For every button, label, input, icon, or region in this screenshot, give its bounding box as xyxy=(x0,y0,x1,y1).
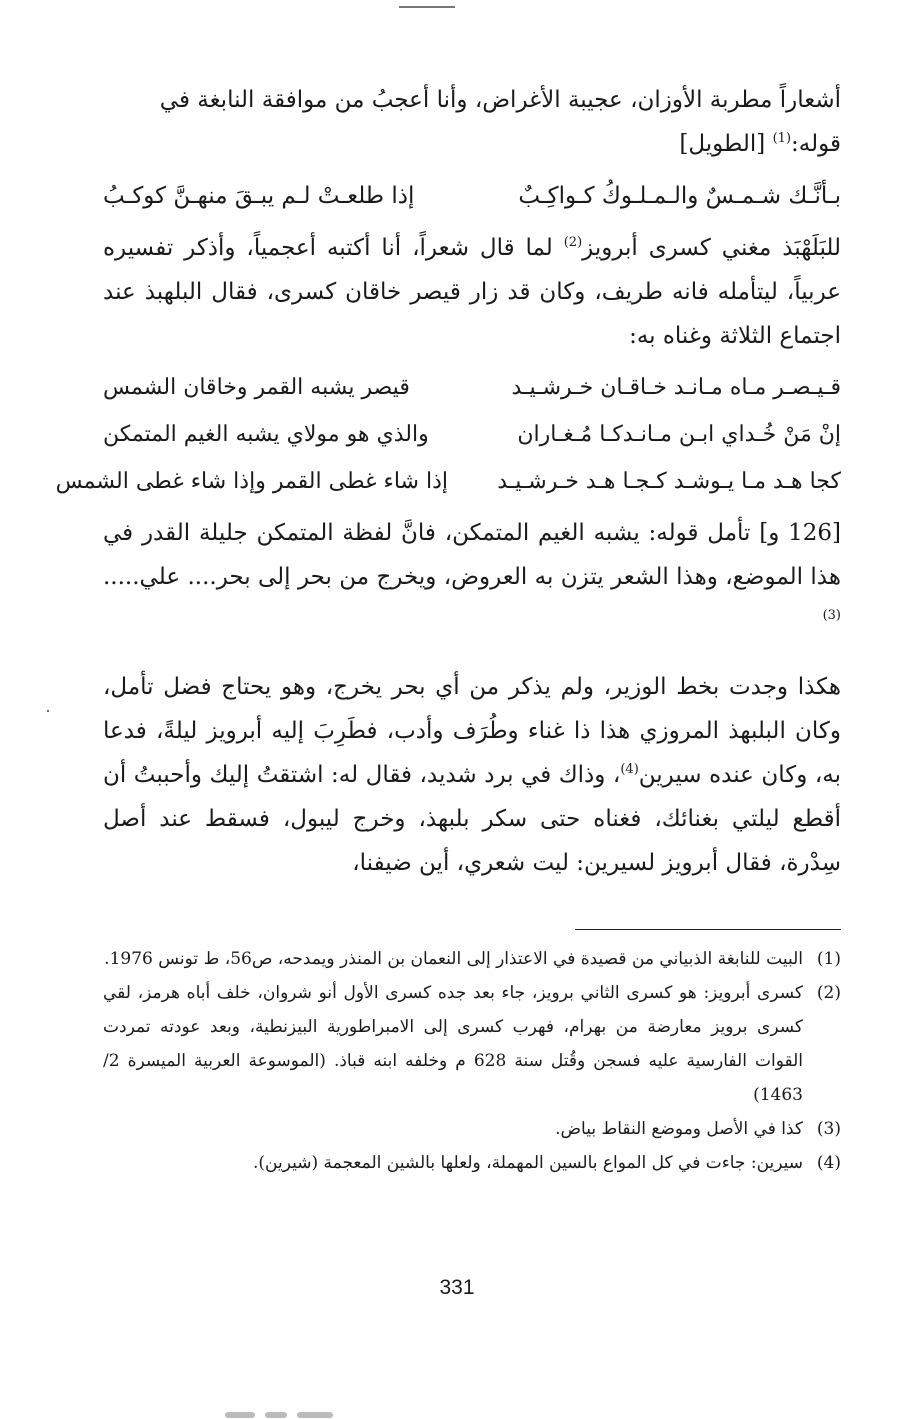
top-mark xyxy=(399,6,455,8)
arabic-translation: إذا شاء غطى القمر وإذا شاء غطى الشمس xyxy=(55,469,448,494)
footnote-ref-4[interactable]: (4) xyxy=(620,762,639,777)
paragraph-commentary xyxy=(103,511,841,643)
paragraph-balhabadh xyxy=(103,226,841,358)
paragraph-intro xyxy=(103,78,841,166)
verse-line xyxy=(103,174,841,218)
persian-verse-table xyxy=(55,364,841,505)
main-text xyxy=(55,78,842,885)
page-number: 331 xyxy=(439,1276,475,1299)
paragraph-story-text-b: ، وذاك في برد شديد، فقال له: اشتقتُ إليك وأحببتُ أن أقطع ليلتي بغنائك، فغناه حتى سكر بلبهذ، وخرج ليبول، فسقط عند أصل سِدْرة، فقال أبرويز لسيرين: ليت شعري، أين ضيفنا، xyxy=(103,762,841,876)
paragraph-story-text-a: هكذا وجدت بخط الوزير، ولم يذكر من أي بحر يخرج، وهو يحتاج فضل تأمل، وكان البلبهذ المروزي هذا ذا غناء وطُرَف وأدب، فطَرِبَ إليه أبرويز ليلةً، فدعا به، وكان عنده سيرين xyxy=(103,674,841,788)
footnote-text: البيت للنابغة الذبياني من قصيدة في الاعتذار إلى النعمان بن المنذر ويمدحه، ص56، ط تونس 1976. xyxy=(104,949,803,969)
persian-verse-row xyxy=(103,364,841,411)
arabic-translation: قيصر يشبه القمر وخاقان الشمس xyxy=(103,375,410,400)
persian-verse-row xyxy=(103,411,841,458)
footnote-number: (3) xyxy=(816,1119,841,1139)
footnote-number: (4) xyxy=(816,1153,841,1173)
paragraph-intro-qawlihi: قوله: xyxy=(791,131,841,157)
paragraph-gap xyxy=(103,643,841,665)
persian-original: كجا هـد مـا يـوشـد كـجـا هـد خـرشـيـد xyxy=(497,469,841,494)
footnote xyxy=(103,942,841,976)
footnote xyxy=(103,1146,841,1180)
footnote-ref-2[interactable]: (2) xyxy=(563,235,583,250)
scan-artifact xyxy=(225,1410,350,1419)
footnote-ref-3[interactable]: (3) xyxy=(822,608,841,623)
verse-second-hemistich: إذا طلعـتْ لـم يبـقَ منهـنَّ كوكـبُ xyxy=(103,183,415,209)
arabic-translation: والذي هو مولاي يشبه الغيم المتمكن xyxy=(103,422,429,447)
paragraph-commentary-text: [126 و] تأمل قوله: يشبه الغيم المتمكن، فانَّ لفظة المتمكن جليلة القدر في هذا الموضع، وهذا الشعر يتزن به العروض، ويخرج من بحر إلى بحر.... علي..... xyxy=(103,520,841,590)
footnote-number: (2) xyxy=(816,983,841,1003)
footnote-separator xyxy=(575,929,841,930)
footnote-text: كسرى أبرويز: هو كسرى الثاني برويز، جاء بعد جده كسرى الأول أنو شروان، خلف أباه هرمز، لقي كسرى برويز معارضة من بهرام، فهرب كسرى إلى الامبراطورية البيزنطية، وبعد عودته تمردت القوات الفارسية عليه فسجن وقُتل سنة 628 م وخلفه ابنه قباذ. (الموسوعة العربية الميسرة 2/ 1463) xyxy=(103,983,803,1105)
footnote-text: سيرين: جاءت في كل المواع بالسين المهملة، ولعلها بالشين المعجمة (شيرين). xyxy=(253,1153,803,1173)
footnotes xyxy=(103,942,841,1180)
footnote-text: كذا في الأصل وموضع النقاط بياض. xyxy=(555,1119,803,1139)
verse-first-hemistich: بـأنَّـك شـمـسٌ والـمـلـوكُ كـواكِـبٌ xyxy=(518,183,841,209)
paragraph-story xyxy=(103,665,841,885)
margin-dot xyxy=(47,710,49,712)
footnote-number: (1) xyxy=(816,949,841,969)
footnote xyxy=(103,1112,841,1146)
meter-label: [الطويل] xyxy=(679,131,773,157)
persian-original: قـيـصـر مـاه مـانـد خـاقـان خـرشـيـد xyxy=(511,375,841,400)
paragraph-balhabadh-text-a: للبَلَهْبَذ مغني كسرى أبرويز xyxy=(582,235,842,261)
footnote xyxy=(103,976,841,1112)
footnote-ref-1[interactable]: (1) xyxy=(772,131,792,146)
persian-original: إنْ مَنْ خُـداي ابـن مـانـدكـا مُـغـاران xyxy=(517,422,841,447)
persian-verse-row xyxy=(55,458,841,505)
paragraph-intro-text: أشعاراً مطربة الأوزان، عجيبة الأغراض، وأنا أعجبُ من موافقة النابغة في xyxy=(159,87,841,113)
paragraph-balhabadh-text-b: لما قال شعراً، أنا أكتبه أعجمياً، وأذكر تفسيره عربياً، ليتأمله فانه طريف، وكان قد زار قيصر خاقان كسرى، فقال البلهبذ عند اجتماع الثلاثة وغناه به: xyxy=(103,235,841,349)
